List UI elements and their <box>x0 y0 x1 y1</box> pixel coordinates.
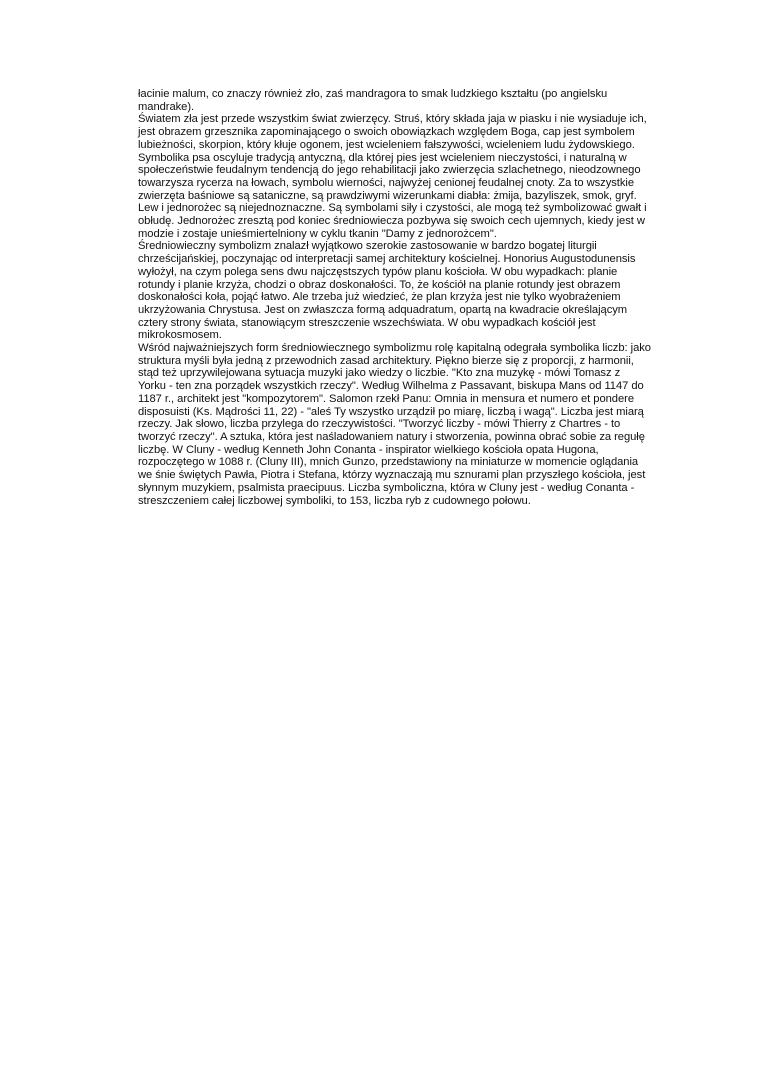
text-line: struktura myśli była jedną z przewodnich zasad architektury. Piękno bierze się z proporcji, z harmonii, <box>138 354 634 367</box>
text-line: rozpoczętego w 1088 r. (Cluny III), mnich Gunzo, przedstawiony na miniaturze w momencie oglądania <box>138 456 639 469</box>
text-line: mikrokosmosem. <box>138 329 222 342</box>
text-line: liczbę. W Cluny - według Kenneth John Conanta - inspirator wielkiego kościoła opata Hugona, <box>138 443 599 456</box>
text-line: obłudę. Jednorożec zresztą pod koniec średniowiecza pozbywa się swoich cech ujemnych, kiedy jest w <box>138 215 645 228</box>
text-line: tworzyć rzeczy". A sztuka, która jest naśladowaniem natury i stworzenia, powinna obrać sobie za regułę <box>138 430 645 443</box>
text-line: mandrake). <box>138 100 195 113</box>
text-line: chrześcijańskiej, poczynając od interpretacji samej architektury kościelnej. Honorius Augustodunensis <box>138 253 636 266</box>
text-line: ukrzyżowania Chrystusa. Jest on zwłaszcza formą adquadratum, opartą na kwadracie określającym <box>138 303 628 316</box>
text-line: Lew i jednorożec są niejednoznaczne. Są symbolami siły i czystości, ale mogą też symbolizować gwałt i <box>138 202 647 215</box>
text-line: Średniowieczny symbolizm znalazł wyjątkowo szerokie zastosowanie w bardzo bogatej liturgii <box>138 240 597 253</box>
text-line: towarzysza rycerza na łowach, symbolu wierności, najwyżej cenionej feudalnej cnoty. Za to wszystkie <box>138 176 635 189</box>
text-line: disposuisti (Ks. Mądrości 11, 22) - "aleś Ty wszystko urządził po miarę, liczbą i wagą". Liczba jest miarą <box>138 405 644 418</box>
text-line: rzeczy. Jak słowo, liczba przylega do rzeczywistości. "Tworzyć liczby - mówi Thierry z Chartres - to <box>138 418 621 431</box>
text-line: Symbolika psa oscyluje tradycją antyczną, dla której pies jest wcieleniem nieczystości, i naturalną w <box>138 151 627 164</box>
text-line: zwierzęta baśniowe są sataniczne, są prawdziwymi wizerunkami diabła: żmija, bazyliszek, smok, gryf. <box>138 189 637 202</box>
text-line: stąd też uprzywilejowana sytuacja muzyki jako wiedzy o liczbie. "Kto zna muzykę - mówi Tomasz z <box>138 367 621 380</box>
text-line: Yorku - ten zna porządek wszystkich rzeczy". Według Wilhelma z Passavant, biskupa Mans od 1147 do <box>138 380 644 393</box>
text-line: wyłożył, na czym polega sens dwu najczęstszych typów planu kościoła. W obu wypadkach: planie <box>138 265 618 278</box>
text-line: łacinie malum, co znaczy również zło, zaś mandragora to smak ludzkiego kształtu (po angielsku <box>138 88 608 100</box>
text-line: modzie i zostaje unieśmiertelniony w cyklu tkanin "Damy z jednorożcem". <box>138 227 497 240</box>
text-line: we śnie świętych Pawła, Piotra i Stefana, którzy wyznaczają mu sznurami plan przyszłego kościoła, jest <box>138 469 646 482</box>
text-line: jest obrazem grzesznika zapominającego o swoich obowiązkach względem Boga, cap jest symbolem <box>138 126 635 139</box>
document-body-text <box>138 88 674 507</box>
text-line: rotundy i planie krzyża, chodzi o obraz doskonałości. To, że kościół na planie rotundy jest obrazem <box>138 278 621 291</box>
text-line: doskonałości koła, pojąć łatwo. Ale trzeba już wiedzieć, że plan krzyża jest nie tylko wyobrażeniem <box>138 291 621 304</box>
text-line: słynnym muzykiem, psalmista praecipuus. Liczba symboliczna, która w Cluny jest - według Conanta - <box>138 481 635 494</box>
text-line: cztery strony świata, stanowiącym streszczenie wszechświata. W obu wypadkach kościół jest <box>138 316 596 329</box>
text-line: społeczeństwie feudalnym tendencją do jego rehabilitacji jako zwierzęcia szlachetnego, nieodzownego <box>138 164 641 177</box>
text-line: streszczeniem całej liczbowej symboliki, to 153, liczba ryb z cudownego połowu. <box>138 494 531 507</box>
text-line: Wśród najważniejszych form średniowiecznego symbolizmu rolę kapitalną odegrała symbolika liczb: jako <box>138 342 651 355</box>
text-line: Światem zła jest przede wszystkim świat zwierzęcy. Struś, który składa jaja w piasku i nie wysiaduje ich, <box>138 113 647 126</box>
text-line: 1187 r., architekt jest "kompozytorem". Salomon rzekł Panu: Omnia in mensura et numero et pondere <box>138 392 634 405</box>
text-line: lubieżności, skorpion, który kłuje ogonem, jest wcieleniem fałszywości, wcieleniem ludu żydowskiego. <box>138 138 635 151</box>
